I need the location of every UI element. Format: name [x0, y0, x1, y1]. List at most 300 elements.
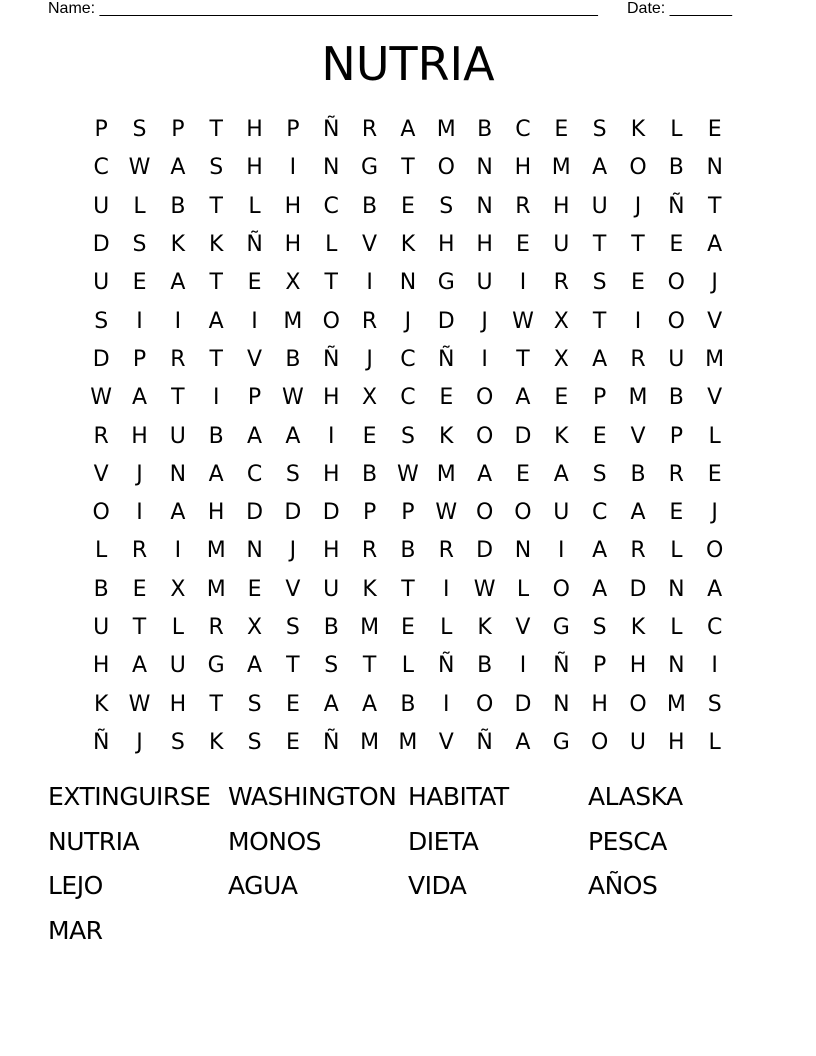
grid-letter: E — [400, 615, 415, 640]
grid-letter: E — [400, 193, 415, 219]
grid-letter: Ñ — [476, 729, 493, 755]
grid-letter: L — [133, 193, 146, 219]
grid-letter: E — [285, 729, 300, 755]
grid-letter: M — [283, 308, 303, 334]
grid-letter: L — [440, 615, 453, 640]
grid-letter: H — [629, 653, 647, 679]
grid-letter: H — [246, 117, 263, 143]
word-bank-item: PESCA — [588, 826, 667, 856]
grid-letter: A — [592, 155, 608, 181]
grid-letter: P — [669, 423, 683, 449]
grid-letter: T — [362, 653, 377, 679]
grid-letter: E — [669, 232, 684, 258]
grid-letter: J — [136, 729, 143, 755]
grid-letter: H — [514, 155, 532, 181]
grid-letter: U — [169, 653, 186, 679]
grid-letter: O — [322, 308, 340, 334]
grid-letter: E — [516, 461, 530, 487]
grid-letter: Ñ — [668, 193, 685, 219]
grid-letter: M — [436, 117, 456, 143]
grid-letter: E — [516, 232, 530, 258]
grid-row — [82, 609, 734, 647]
grid-letter: B — [170, 193, 186, 219]
grid-letter: A — [170, 155, 186, 181]
grid-letter: D — [322, 500, 340, 526]
grid-letter: B — [477, 117, 493, 143]
grid-letter: N — [514, 538, 532, 564]
word-bank-item: HABITAT — [408, 782, 509, 811]
grid-letter: U — [553, 500, 570, 526]
grid-letter: E — [362, 423, 377, 449]
grid-letter: C — [591, 500, 608, 526]
grid-letter: N — [553, 691, 570, 717]
grid-letter: S — [324, 653, 339, 679]
grid-letter: P — [401, 500, 415, 526]
grid-letter: Ñ — [323, 346, 340, 372]
grid-letter: L — [401, 653, 415, 679]
grid-letter: B — [93, 576, 109, 602]
word-bank-item: WASHINGTON — [228, 782, 397, 811]
grid-letter: E — [554, 385, 569, 411]
grid-letter: I — [174, 538, 182, 564]
grid-letter: E — [669, 500, 684, 526]
grid-letter: P — [247, 385, 262, 411]
grid-letter: H — [169, 691, 187, 717]
grid-letter: S — [285, 615, 300, 640]
grid-letter: G — [552, 615, 570, 640]
grid-letter: R — [131, 538, 148, 564]
grid-letter: R — [170, 346, 186, 372]
grid-letter: L — [670, 615, 683, 640]
grid-row — [82, 264, 734, 302]
grid-letter: S — [592, 117, 607, 143]
word-bank — [48, 775, 768, 954]
grid-letter: K — [362, 576, 377, 602]
grid-letter: N — [399, 270, 417, 296]
page-title: NUTRIA — [321, 37, 495, 91]
date-field-label: Date: _______ — [627, 0, 732, 17]
grid-letter: R — [553, 270, 569, 296]
grid-letter: Ñ — [438, 346, 455, 372]
grid-letter: Ñ — [438, 653, 455, 679]
grid-letter: H — [92, 653, 110, 679]
grid-letter: R — [630, 538, 646, 564]
grid-letter: I — [443, 576, 450, 602]
grid-row — [82, 647, 734, 685]
grid-letter: H — [553, 193, 570, 219]
grid-letter: G — [361, 155, 379, 181]
grid-letter: X — [170, 576, 186, 602]
grid-letter: T — [401, 576, 415, 602]
grid-letter: L — [708, 423, 721, 449]
grid-letter: A — [131, 653, 148, 679]
grid-letter: J — [366, 346, 373, 372]
grid-letter: S — [592, 270, 607, 296]
grid-letter: O — [667, 270, 685, 296]
grid-letter: O — [475, 691, 494, 717]
grid-letter: I — [711, 653, 718, 679]
word-bank-item: NUTRIA — [48, 826, 140, 856]
grid-letter: T — [324, 270, 338, 296]
word-bank-item: AGUA — [228, 871, 298, 901]
grid-letter: P — [94, 117, 108, 143]
grid-letter: W — [435, 500, 458, 526]
grid-row — [82, 111, 734, 149]
grid-letter: V — [438, 729, 454, 755]
grid-letter: N — [476, 193, 493, 219]
grid-letter: A — [247, 423, 263, 449]
grid-row — [82, 188, 734, 226]
grid-letter: N — [323, 155, 340, 181]
grid-letter: S — [247, 691, 262, 717]
word-bank-item: VIDA — [408, 871, 467, 901]
grid-letter: M — [360, 729, 380, 755]
grid-letter: V — [362, 232, 378, 258]
grid-letter: J — [404, 308, 412, 334]
grid-row — [82, 226, 734, 264]
grid-letter: R — [438, 538, 454, 564]
grid-letter: L — [171, 615, 184, 640]
grid-letter: M — [551, 155, 571, 181]
grid-letter: T — [132, 615, 147, 640]
grid-letter: T — [592, 232, 607, 258]
grid-letter: A — [170, 270, 186, 296]
grid-letter: E — [285, 691, 300, 717]
grid-letter: N — [706, 155, 723, 181]
word-search-grid — [82, 111, 734, 762]
grid-letter: J — [289, 538, 297, 564]
grid-letter: X — [247, 615, 263, 640]
grid-letter: E — [439, 385, 454, 411]
grid-row — [82, 149, 734, 187]
grid-letter: Ñ — [92, 729, 110, 755]
grid-letter: B — [362, 193, 378, 219]
grid-letter: O — [629, 691, 647, 717]
grid-letter: A — [323, 691, 339, 717]
grid-letter: S — [132, 232, 147, 258]
grid-letter: R — [361, 308, 378, 334]
grid-letter: L — [248, 193, 261, 219]
grid-letter: A — [477, 461, 493, 487]
grid-letter: Ñ — [323, 117, 340, 143]
grid-letter: A — [707, 576, 723, 602]
grid-letter: E — [554, 117, 569, 143]
grid-letter: O — [475, 385, 494, 411]
grid-letter: U — [93, 270, 110, 296]
grid-letter: J — [711, 270, 718, 296]
grid-letter: S — [94, 308, 109, 334]
grid-letter: D — [514, 691, 532, 717]
grid-letter: I — [289, 155, 297, 181]
grid-letter: T — [209, 270, 223, 296]
grid-letter: L — [670, 117, 683, 143]
grid-letter: B — [362, 461, 378, 487]
grid-letter: T — [631, 232, 645, 258]
grid-letter: D — [246, 500, 264, 526]
grid-letter: E — [707, 461, 722, 487]
grid-letter: R — [361, 117, 378, 143]
grid-letter: P — [286, 117, 300, 143]
grid-letter: O — [92, 500, 110, 526]
grid-letter: H — [591, 691, 608, 717]
grid-letter: I — [519, 270, 527, 296]
grid-letter: V — [707, 308, 723, 334]
grid-letter: P — [132, 346, 147, 372]
grid-letter: A — [362, 691, 378, 717]
grid-letter: M — [206, 576, 226, 602]
grid-letter: B — [323, 615, 339, 640]
grid-letter: B — [477, 653, 493, 679]
grid-letter: H — [476, 232, 493, 258]
grid-letter: I — [443, 691, 450, 717]
grid-letter: T — [707, 193, 722, 219]
grid-letter: H — [246, 155, 263, 181]
grid-letter: P — [171, 117, 185, 143]
grid-letter: C — [400, 346, 416, 372]
grid-letter: T — [209, 346, 223, 372]
grid-letter: B — [400, 691, 416, 717]
grid-letter: H — [207, 500, 225, 526]
grid-letter: O — [475, 500, 494, 526]
grid-letter: M — [436, 461, 456, 487]
grid-letter: S — [247, 729, 262, 755]
grid-letter: C — [93, 155, 109, 181]
grid-letter: R — [208, 615, 224, 640]
grid-row — [82, 341, 734, 379]
grid-letter: D — [514, 423, 532, 449]
grid-letter: T — [401, 155, 415, 181]
grid-letter: R — [630, 346, 646, 372]
grid-letter: H — [131, 423, 148, 449]
grid-letter: T — [516, 346, 530, 372]
grid-letter: O — [590, 729, 609, 755]
grid-letter: S — [400, 423, 415, 449]
grid-letter: C — [400, 385, 416, 411]
grid-letter: M — [705, 346, 725, 372]
grid-letter: M — [206, 538, 226, 564]
grid-letter: V — [707, 385, 723, 411]
grid-letter: E — [707, 117, 722, 143]
grid-letter: R — [361, 538, 378, 564]
grid-letter: W — [128, 155, 151, 181]
grid-letter: L — [325, 232, 338, 258]
grid-letter: X — [362, 385, 378, 411]
grid-letter: I — [481, 346, 488, 372]
grid-letter: A — [630, 500, 646, 526]
grid-letter: U — [629, 729, 647, 755]
grid-letter: I — [519, 653, 527, 679]
word-bank-item: AÑOS — [588, 871, 658, 901]
grid-letter: U — [476, 270, 493, 296]
grid-letter: H — [322, 538, 340, 564]
grid-letter: J — [136, 461, 143, 487]
grid-letter: C — [706, 615, 723, 640]
word-bank-item: EXTINGUIRSE — [48, 782, 211, 811]
grid-letter: K — [208, 729, 224, 755]
grid-letter: M — [360, 615, 380, 640]
grid-letter: B — [400, 538, 416, 564]
grid-letter: C — [323, 193, 339, 219]
grid-letter: T — [209, 117, 223, 143]
grid-letter: I — [251, 308, 258, 334]
grid-letter: I — [136, 500, 143, 526]
grid-letter: E — [247, 270, 262, 296]
grid-letter: U — [668, 346, 685, 372]
grid-letter: S — [285, 461, 300, 487]
grid-letter: A — [208, 461, 224, 487]
grid-letter: I — [136, 308, 143, 334]
grid-letter: W — [473, 576, 496, 602]
grid-letter: S — [592, 461, 607, 487]
grid-letter: N — [668, 576, 685, 602]
grid-letter: H — [284, 232, 302, 258]
grid-letter: D — [437, 308, 455, 334]
grid-letter: A — [131, 385, 148, 411]
grid-letter: U — [93, 193, 110, 219]
grid-letter: K — [170, 232, 186, 258]
grid-letter: E — [592, 423, 607, 449]
grid-letter: I — [327, 423, 335, 449]
grid-letter: A — [707, 232, 723, 258]
grid-letter: A — [515, 729, 531, 755]
grid-letter: W — [512, 308, 534, 334]
grid-letter: U — [323, 576, 340, 602]
grid-letter: N — [476, 155, 493, 181]
grid-letter: C — [246, 461, 263, 487]
grid-letter: V — [630, 423, 646, 449]
grid-letter: K — [554, 423, 569, 449]
grid-letter: K — [93, 691, 109, 717]
grid-letter: H — [437, 232, 455, 258]
grid-letter: I — [212, 385, 220, 411]
grid-letter: K — [630, 615, 646, 640]
grid-letter: A — [400, 117, 416, 143]
grid-letter: G — [207, 653, 225, 679]
grid-letter: H — [322, 461, 340, 487]
word-bank-item: DIETA — [408, 826, 479, 856]
grid-letter: D — [476, 538, 494, 564]
grid-letter: Ñ — [323, 729, 340, 755]
grid-letter: D — [284, 500, 302, 526]
grid-row — [82, 494, 734, 532]
grid-letter: A — [515, 385, 531, 411]
grid-letter: B — [668, 385, 684, 411]
grid-letter: C — [515, 117, 531, 143]
grid-row — [82, 302, 734, 340]
grid-letter: O — [667, 308, 685, 334]
grid-letter: D — [629, 576, 647, 602]
grid-letter: H — [284, 193, 302, 219]
grid-letter: M — [628, 385, 648, 411]
grid-letter: W — [282, 385, 304, 411]
grid-letter: Ñ — [246, 232, 263, 258]
grid-row — [82, 571, 734, 609]
grid-letter: B — [208, 423, 224, 449]
grid-letter: E — [631, 270, 645, 296]
grid-letter: T — [171, 385, 185, 411]
grid-letter: B — [630, 461, 646, 487]
grid-letter: S — [209, 155, 224, 181]
grid-letter: S — [439, 193, 454, 219]
grid-letter: E — [247, 576, 262, 602]
grid-letter: U — [591, 193, 608, 219]
grid-letter: E — [132, 270, 147, 296]
grid-letter: O — [706, 538, 724, 564]
grid-letter: O — [475, 423, 494, 449]
grid-letter: E — [132, 576, 147, 602]
grid-letter: V — [247, 346, 263, 372]
grid-letter: R — [93, 423, 109, 449]
grid-letter: J — [711, 500, 718, 526]
grid-letter: G — [552, 729, 570, 755]
word-bank-item: MONOS — [228, 826, 321, 856]
grid-letter: N — [246, 538, 263, 564]
grid-letter: B — [668, 155, 684, 181]
grid-letter: J — [634, 193, 642, 219]
grid-letter: K — [208, 232, 224, 258]
grid-letter: O — [552, 576, 570, 602]
word-bank-item: ALASKA — [588, 782, 683, 811]
grid-letter: N — [668, 653, 685, 679]
grid-letter: J — [481, 308, 488, 334]
grid-letter: W — [128, 691, 151, 717]
grid-letter: I — [558, 538, 565, 564]
grid-letter: H — [668, 729, 685, 755]
grid-letter: R — [515, 193, 531, 219]
grid-letter: D — [92, 346, 110, 372]
grid-letter: A — [553, 461, 569, 487]
grid-letter: L — [670, 538, 683, 564]
grid-letter: A — [592, 538, 608, 564]
grid-letter: X — [553, 346, 569, 372]
grid-row — [82, 532, 734, 570]
word-bank-item: MAR — [48, 916, 103, 946]
grid-letter: K — [477, 615, 492, 640]
grid-letter: I — [634, 308, 642, 334]
word-bank-item: LEJO — [48, 871, 103, 901]
grid-letter: P — [593, 653, 607, 679]
grid-letter: K — [400, 232, 416, 258]
grid-letter: A — [285, 423, 301, 449]
grid-letter: A — [592, 346, 608, 372]
grid-letter: P — [362, 500, 377, 526]
grid-letter: U — [93, 615, 110, 640]
grid-letter: S — [132, 117, 147, 143]
grid-row — [82, 456, 734, 494]
grid-letter: I — [366, 270, 373, 296]
grid-letter: L — [95, 538, 108, 564]
grid-letter: V — [285, 576, 301, 602]
grid-letter: S — [707, 691, 722, 717]
grid-letter: S — [592, 615, 607, 640]
grid-row — [82, 685, 734, 723]
grid-letter: M — [666, 691, 686, 717]
grid-letter: D — [92, 232, 110, 258]
grid-letter: O — [514, 500, 532, 526]
grid-letter: L — [708, 729, 721, 755]
grid-letter: L — [516, 576, 530, 602]
grid-letter: T — [592, 308, 607, 334]
grid-letter: S — [170, 729, 185, 755]
grid-letter: R — [668, 461, 684, 487]
grid-letter: I — [174, 308, 182, 334]
grid-letter: O — [629, 155, 647, 181]
grid-letter: N — [169, 461, 187, 487]
grid-letter: A — [170, 500, 186, 526]
grid-letter: T — [286, 653, 300, 679]
grid-letter: O — [437, 155, 455, 181]
grid-letter: V — [93, 461, 109, 487]
